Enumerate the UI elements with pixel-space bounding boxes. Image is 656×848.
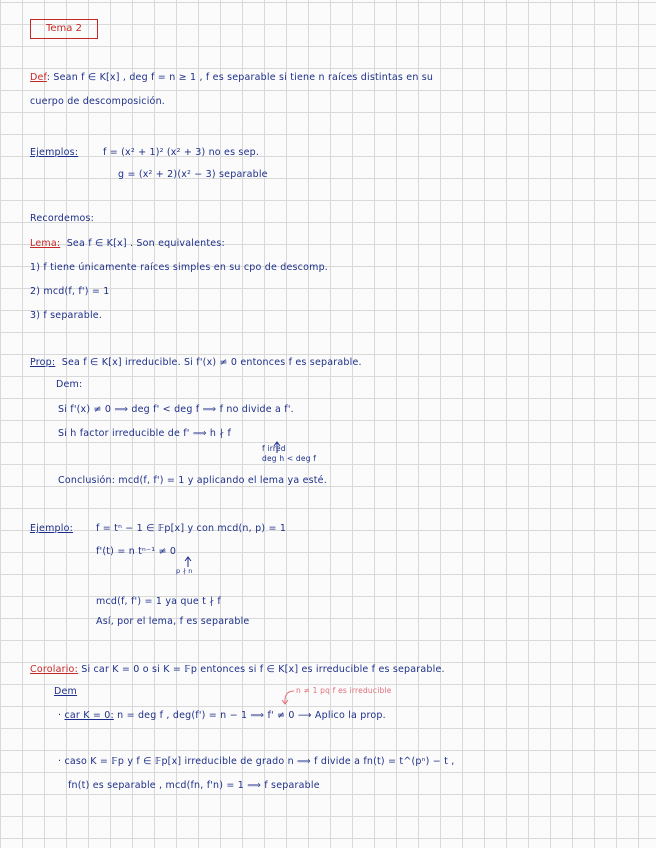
prop-conclusion: Conclusión: mcd(f, f') = 1 y aplicando el lema ya esté. xyxy=(58,475,327,486)
prop-note-1: f irred xyxy=(262,444,286,453)
corolario-line xyxy=(30,664,445,675)
ejemplos-line-2: g = (x² + 2)(x² − 3) separable xyxy=(118,169,268,180)
prop-note-2: deg h < deg f xyxy=(262,454,317,463)
definition-label: Def xyxy=(30,72,47,83)
prop-dem-line-1: Si f'(x) ≠ 0 ⟹ deg f' < deg f ⟹ f no divide a f'. xyxy=(58,404,294,415)
lema-item-3: 3) f separable. xyxy=(30,310,103,321)
prop-dem-line-2: Si h factor irreducible de f' ⟹ h ∤ f xyxy=(58,428,232,439)
ejemplos-line-1: f = (x² + 1)² (x² + 3) no es sep. xyxy=(103,147,260,158)
corolario-annotation: n ≠ 1 pq f es irreducible xyxy=(296,686,392,695)
corolario-label: Corolario: xyxy=(30,664,78,675)
ejemplo-line-3: mcd(f, f') = 1 ya que t ∤ f xyxy=(96,596,221,607)
prop-line xyxy=(30,357,362,368)
case-1-label: car K = 0: xyxy=(64,710,114,721)
lema-line xyxy=(30,238,225,249)
lema-item-2: 2) mcd(f, f') = 1 xyxy=(30,286,110,297)
case-2-text-1: caso K = 𝔽p y f ∈ 𝔽p[x] irreducible de grado n ⟹ f divide a fn(t) = t^(pⁿ) − t , xyxy=(64,756,455,767)
recordemos-text: Recordemos: xyxy=(30,213,95,224)
definition-text-2: cuerpo de descomposición. xyxy=(30,96,166,107)
lema-label: Lema: xyxy=(30,238,61,249)
ejemplo-label: Ejemplo: xyxy=(30,523,74,534)
lema-item-1: 1) f tiene únicamente raíces simples en su cpo de descomp. xyxy=(30,262,329,273)
definition-text-1: : Sean f ∈ K[x] , deg f = n ≥ 1 , f es separable si tiene n raíces distintas en su xyxy=(46,72,434,83)
ejemplo-line-1: f = tⁿ − 1 ∈ 𝔽p[x] y con mcd(n, p) = 1 xyxy=(96,523,287,534)
curved-arrow-icon xyxy=(282,689,296,705)
corolario-case-1: · car K = 0: n = deg f , deg(f') = n − 1 ⟹ f' ≠ 0 ⟶ Aplico la prop. xyxy=(58,710,386,721)
prop-label: Prop: xyxy=(30,357,56,368)
ejemplo-line-2: f'(t) = n tⁿ⁻¹ ≠ 0 xyxy=(96,546,177,557)
page-title: Tema 2 xyxy=(30,19,98,39)
ejemplo-line-4: Así, por el lema, f es separable xyxy=(96,616,250,627)
lema-text: Sea f ∈ K[x] . Son equivalentes: xyxy=(66,238,225,249)
corolario-dem-label: Dem xyxy=(54,686,78,697)
ejemplos-label: Ejemplos: xyxy=(30,147,79,158)
corolario-text: Si car K = 0 o si K = 𝔽p entonces si f ∈ K[x] es irreducible f es separable. xyxy=(81,664,445,675)
up-arrow-icon xyxy=(183,557,193,567)
case-1-text: n = deg f , deg(f') = n − 1 ⟹ f' ≠ 0 ⟶ Aplico la prop. xyxy=(113,710,386,721)
definition-line-1 xyxy=(30,72,433,83)
corolario-case-2-line-2: fn(t) es separable , mcd(fn, f'n) = 1 ⟹ f separable xyxy=(68,780,320,791)
corolario-case-2-line-1: · caso K = 𝔽p y f ∈ 𝔽p[x] irreducible de grado n ⟹ f divide a fn(t) = t^(pⁿ) − t , xyxy=(58,756,455,767)
prop-dem-label: Dem: xyxy=(56,379,83,390)
prop-text: Sea f ∈ K[x] irreducible. Si f'(x) ≠ 0 entonces f es separable. xyxy=(61,357,362,368)
ejemplo-note: p ∤ n xyxy=(176,567,193,575)
